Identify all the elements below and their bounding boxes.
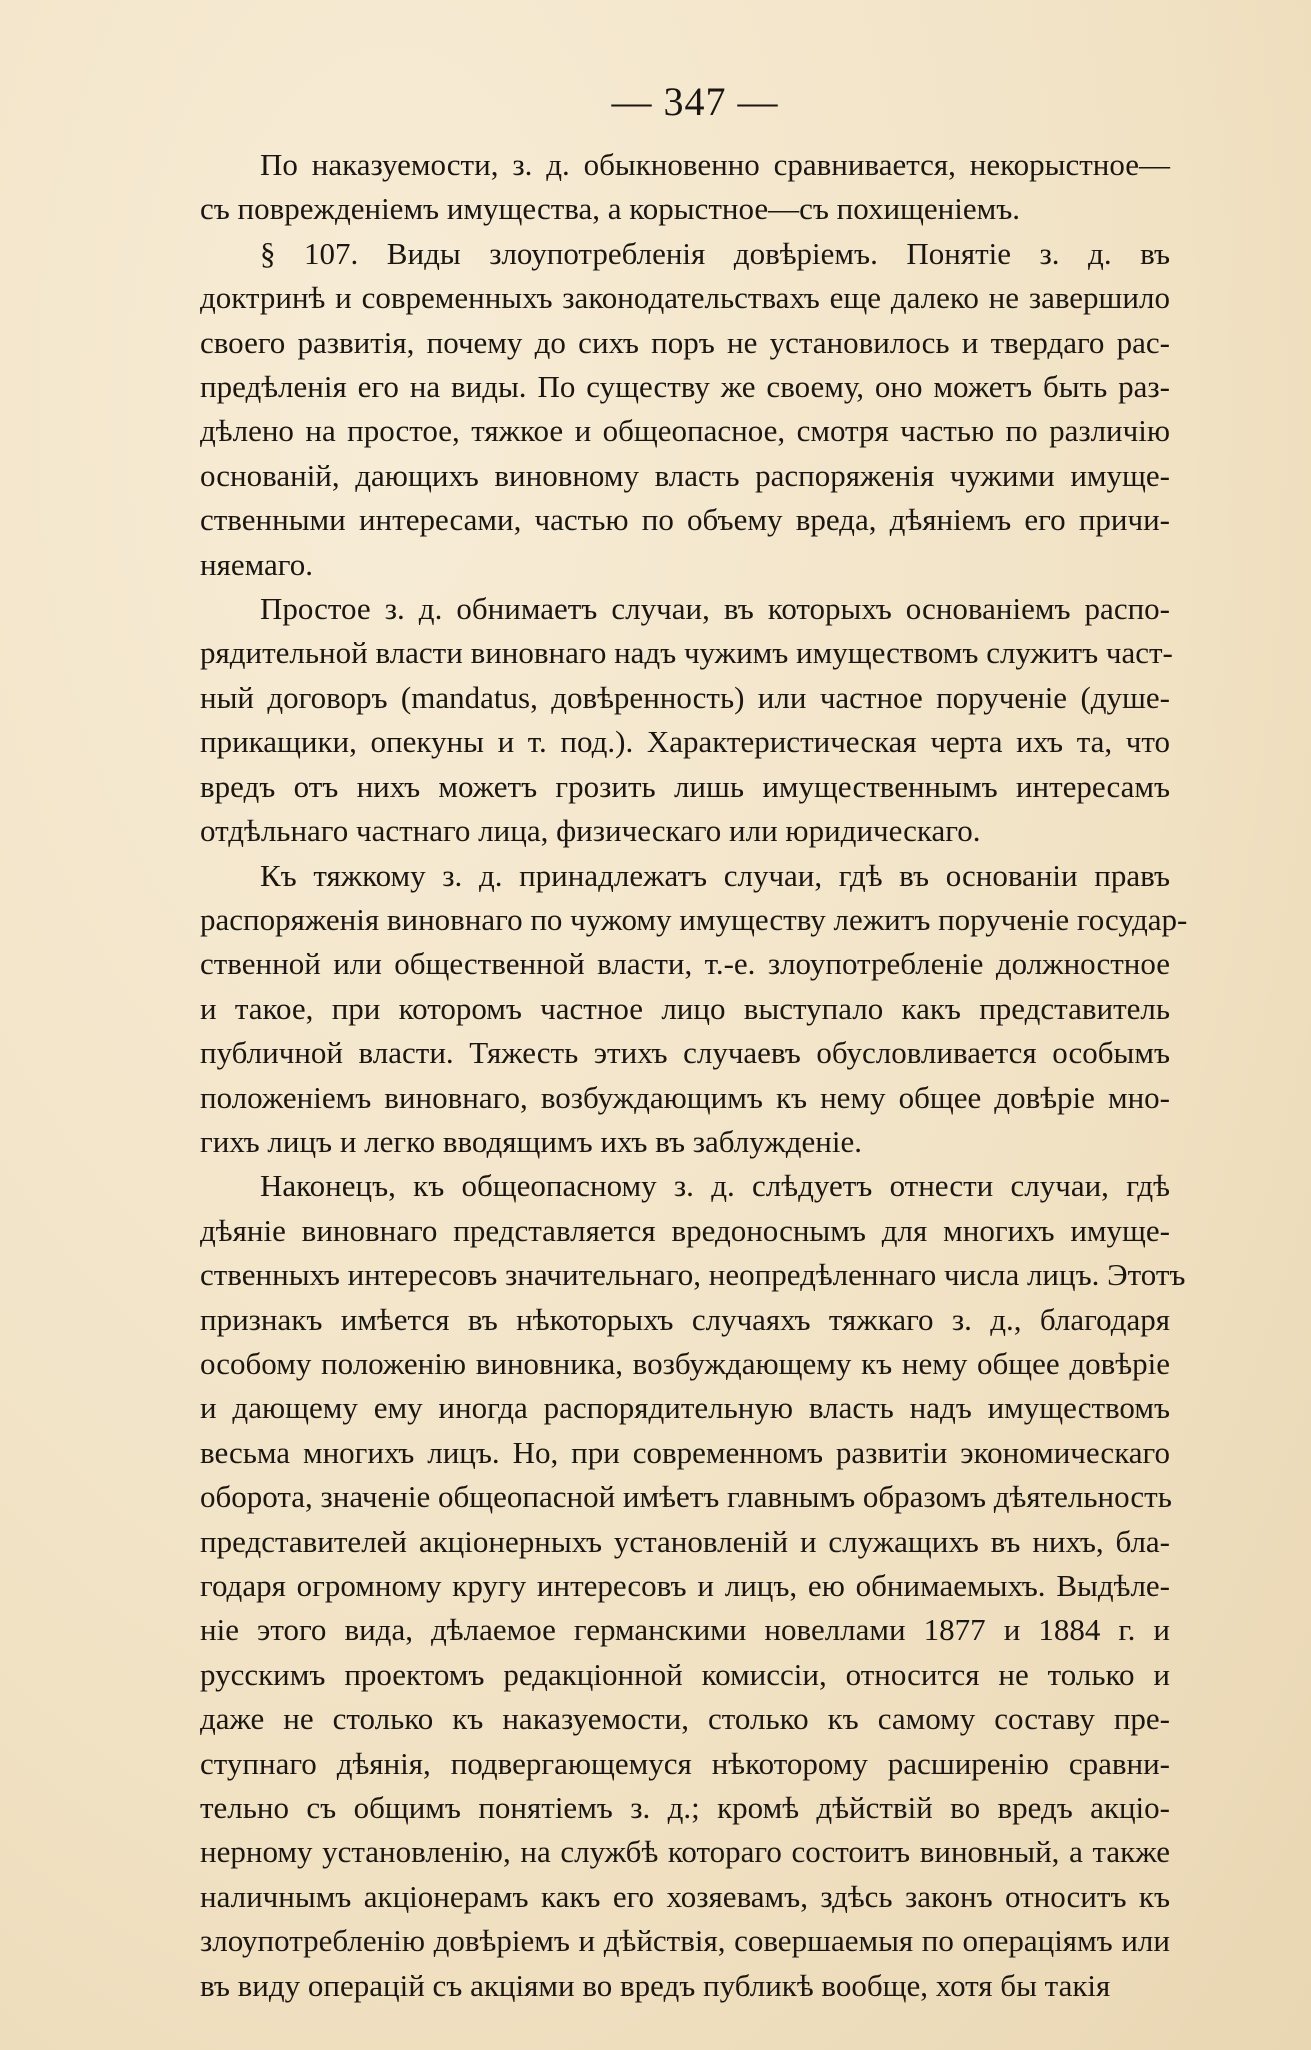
text-line: тельно съ общимъ понятіемъ з. д.; кромѣ дѣйствій во вредъ акціо- bbox=[200, 1790, 1170, 1826]
text-line: и такое, при которомъ частное лицо выступало какъ представитель bbox=[200, 990, 1170, 1026]
text-line: гихъ лицъ и легко вводящимъ ихъ въ заблужденіе. bbox=[200, 1123, 862, 1159]
text-line: съ поврежденіемъ имущества, а корыстное—съ похищеніемъ. bbox=[200, 191, 1021, 227]
text-line: распоряженія виновнаго по чужому имуществу лежитъ порученіе государ- bbox=[200, 901, 1188, 937]
text-line: представителей акціонерныхъ установленій и служащихъ въ нихъ, бла- bbox=[200, 1523, 1170, 1559]
text-line: По наказуемости, з. д. обыкновенно сравнивается, некорыстное— bbox=[260, 147, 1170, 182]
text-line: нерному установленію, на службѣ котораго состоитъ виновный, а также bbox=[200, 1834, 1170, 1870]
text-line: даже не столько къ наказуемости, столько къ самому составу пре- bbox=[200, 1701, 1170, 1737]
page-number: — 347 — bbox=[611, 79, 779, 124]
text-line: отдѣльнаго частнаго лица, физическаго или юридическаго. bbox=[200, 813, 981, 849]
body-text bbox=[200, 143, 1188, 2008]
paragraph bbox=[200, 232, 1170, 587]
text-line: няемаго. bbox=[200, 546, 313, 582]
text-line: русскимъ проектомъ редакціонной комиссіи, относится не только и bbox=[200, 1656, 1170, 1692]
text-line: основаній, дающихъ виновному власть распоряженія чужими имуще- bbox=[200, 457, 1170, 493]
text-line: прикащики, опекуны и т. под.). Характеристическая черта ихъ та, что bbox=[200, 724, 1170, 760]
text-line: предѣленія его на виды. По существу же своему, оно можетъ быть раз- bbox=[200, 369, 1170, 405]
text-line: весьма многихъ лицъ. Но, при современномъ развитіи экономическаго bbox=[200, 1434, 1170, 1470]
text-line: Простое з. д. обнимаетъ случаи, въ которыхъ основаніемъ распо- bbox=[260, 591, 1170, 627]
text-line: наличнымъ акціонерамъ какъ его хозяевамъ, здѣсь законъ относитъ къ bbox=[200, 1878, 1170, 1914]
text-line: дѣлено на простое, тяжкое и общеопасное, смотря частью по различію bbox=[200, 413, 1170, 449]
text-line: дѣяніе виновнаго представляется вредоноснымъ для многихъ имуще- bbox=[200, 1212, 1170, 1248]
text-line: ніе этого вида, дѣлаемое германскими новеллами 1877 и 1884 г. и bbox=[200, 1612, 1170, 1648]
text-line: ступнаго дѣянія, подвергающемуся нѣкоторому расширенію сравни- bbox=[200, 1745, 1170, 1781]
text-line: оборота, значеніе общеопасной имѣетъ главнымъ образомъ дѣятельность bbox=[200, 1479, 1172, 1515]
text-line: годаря огромному кругу интересовъ и лицъ, ею обнимаемыхъ. Выдѣле- bbox=[200, 1568, 1170, 1603]
text-line: доктринѣ и современныхъ законодательствахъ еще далеко не завершило bbox=[200, 280, 1170, 316]
paragraph bbox=[200, 1164, 1186, 2008]
text-line: Къ тяжкому з. д. принадлежатъ случаи, гдѣ въ основаніи правъ bbox=[260, 857, 1170, 893]
text-line: признакъ имѣется въ нѣкоторыхъ случаяхъ тяжкаго з. д., благодаря bbox=[200, 1301, 1170, 1337]
paragraph bbox=[200, 587, 1173, 853]
text-line: положеніемъ виновнаго, возбуждающимъ къ нему общее довѣріе мно- bbox=[200, 1079, 1170, 1115]
text-line: и дающему ему иногда распорядительную власть надъ имуществомъ bbox=[200, 1390, 1170, 1426]
book-page bbox=[200, 78, 1188, 2008]
text-line: ственныхъ интересовъ значительнаго, неопредѣленнаго числа лицъ. Этотъ bbox=[200, 1257, 1186, 1293]
text-line: ственными интересами, частью по объему вреда, дѣяніемъ его причи- bbox=[200, 502, 1170, 538]
text-line: ный договоръ (mandatus, довѣренность) или частное порученіе (душе- bbox=[200, 679, 1170, 715]
text-line: публичной власти. Тяжесть этихъ случаевъ обусловливается особымъ bbox=[200, 1035, 1170, 1071]
paragraph bbox=[200, 854, 1188, 1165]
text-line: въ виду операцій съ акціями во вредъ публикѣ вообще, хотя бы такія bbox=[200, 1967, 1111, 2003]
text-line: вредъ отъ нихъ можетъ грозить лишь имущественнымъ интересамъ bbox=[200, 768, 1170, 804]
text-line: Наконецъ, къ общеопасному з. д. слѣдуетъ отнести случаи, гдѣ bbox=[260, 1168, 1170, 1204]
text-line: особому положенію виновника, возбуждающему къ нему общее довѣріе bbox=[200, 1345, 1170, 1381]
text-line: рядительной власти виновнаго надъ чужимъ имуществомъ служитъ част- bbox=[200, 635, 1173, 671]
text-line: злоупотребленію довѣріемъ и дѣйствія, совершаемыя по операціямъ или bbox=[200, 1923, 1170, 1959]
text-line: § 107. Виды злоупотребленія довѣріемъ. Понятіе з. д. въ bbox=[260, 235, 1170, 271]
paragraph bbox=[200, 143, 1170, 232]
text-line: своего развитія, почему до сихъ поръ не установилось и твердаго рас- bbox=[200, 324, 1170, 360]
text-line: ственной или общественной власти, т.-е. злоупотребленіе должностное bbox=[200, 946, 1170, 982]
